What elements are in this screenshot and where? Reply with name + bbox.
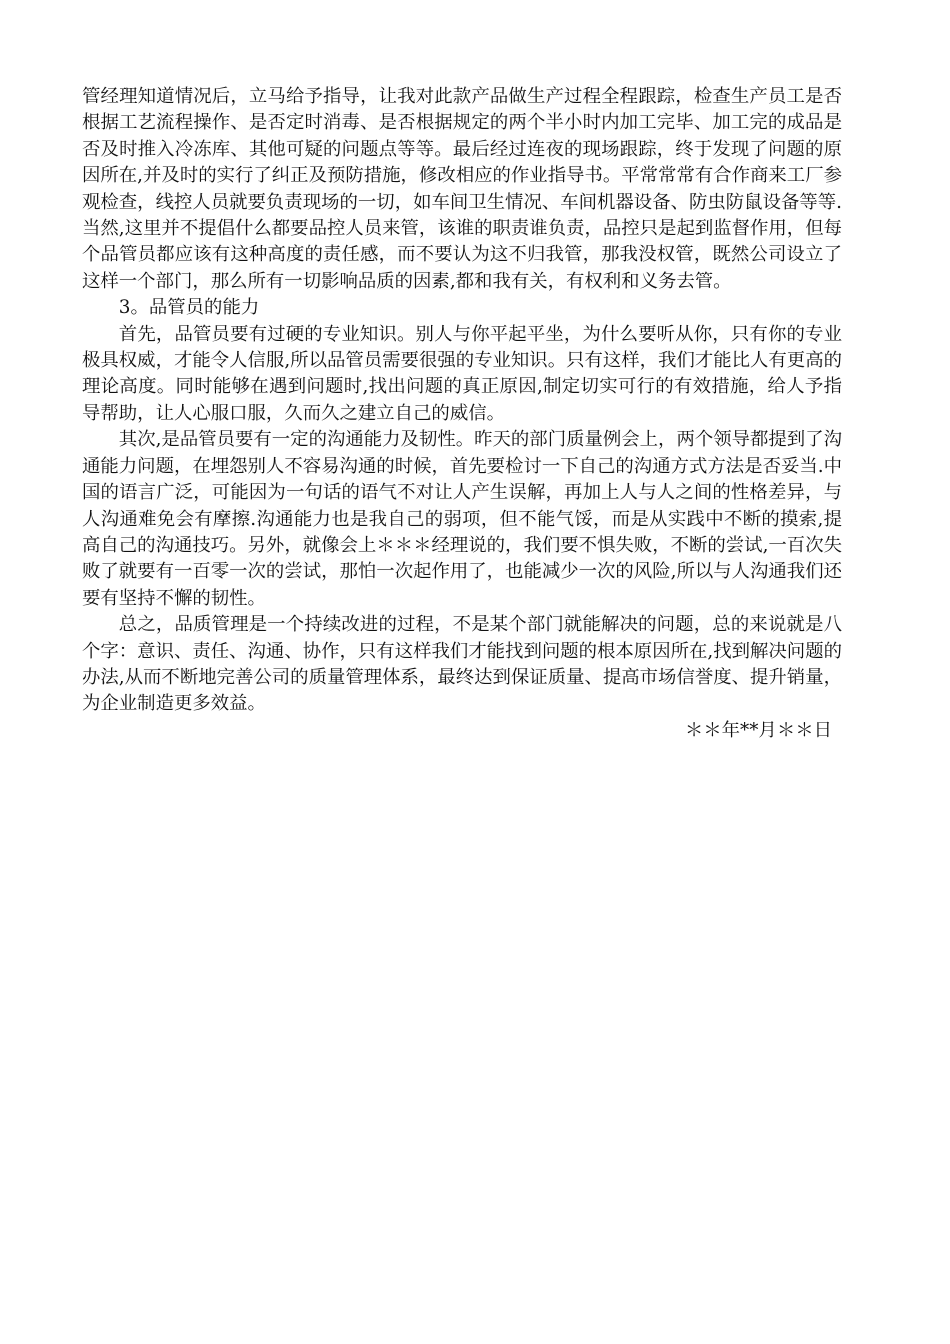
- document-date: ＊＊年**月＊＊日: [684, 719, 832, 741]
- paragraph-professional-knowledge: 首先，品管员要有过硬的专业知识。别人与你平起平坐，为什么要听从你，只有你的专业极具权威，才能令人信服,所以品管员需要很强的专业知识。只有这样，我们才能比人有更高的理论高度。同时能够在遇到问题时,找出问题的真正原因,制定切实可行的有效措施，给人予指导帮助，让人心服口服，久而久之建立自己的威信。: [82, 323, 842, 424]
- paragraph-conclusion: 总之，品质管理是一个持续改进的过程，不是某个部门就能解决的问题，总的来说就是八个字：意识、责任、沟通、协作，只有这样我们才能找到问题的根本原因所在,找到解决问题的办法,从而不断地完善公司的质量管理体系，最终达到保证质量、提高市场信誉度、提升销量，为企业制造更多效益。: [82, 614, 842, 715]
- section-heading-ability: 3。品管员的能力: [118, 297, 260, 319]
- paragraph-communication: 其次,是品管员要有一定的沟通能力及韧性。昨天的部门质量例会上，两个领导都提到了沟通能力问题，在埋怨别人不容易沟通的时候，首先要检讨一下自己的沟通方式方法是否妥当.中国的语言广泛，可能因为一句话的语气不对让人产生误解，再加上人与人之间的性格差异，与人沟通难免会有摩擦.沟通能力也是我自己的弱项，但不能气馁，而是从实践中不断的摸索,提高自己的沟通技巧。另外，就像会上＊＊＊经理说的，我们要不惧失败，不断的尝试,一百次失败了就要有一百零一次的尝试，那怕一次起作用了，也能减少一次的风险,所以与人沟通我们还要有坚持不懈的韧性。: [82, 429, 842, 609]
- document-body: [82, 84, 842, 744]
- paragraph-responsibility: 管经理知道情况后，立马给予指导，让我对此款产品做生产过程全程跟踪，检查生产员工是否根据工艺流程操作、是否定时消毒、是否根据规定的两个半小时内加工完毕、加工完的成品是否及时推入冷冻库、其他可疑的问题点等等。最后经过连夜的现场跟踪，终于发现了问题的原因所在,并及时的实行了纠正及预防措施，修改相应的作业指导书。平常常常有合作商来工厂参观检查，线控人员就要负责现场的一切，如车间卫生情况、车间机器设备、防虫防鼠设备等等.当然,这里并不提倡什么都要品控人员来管，该谁的职责谁负责，品控只是起到监督作用，但每个品管员都应该有这种高度的责任感，而不要认为这不归我管，那我没权管，既然公司设立了这样一个部门，那么所有一切影响品质的因素,都和我有关，有权利和义务去管。: [82, 86, 842, 292]
